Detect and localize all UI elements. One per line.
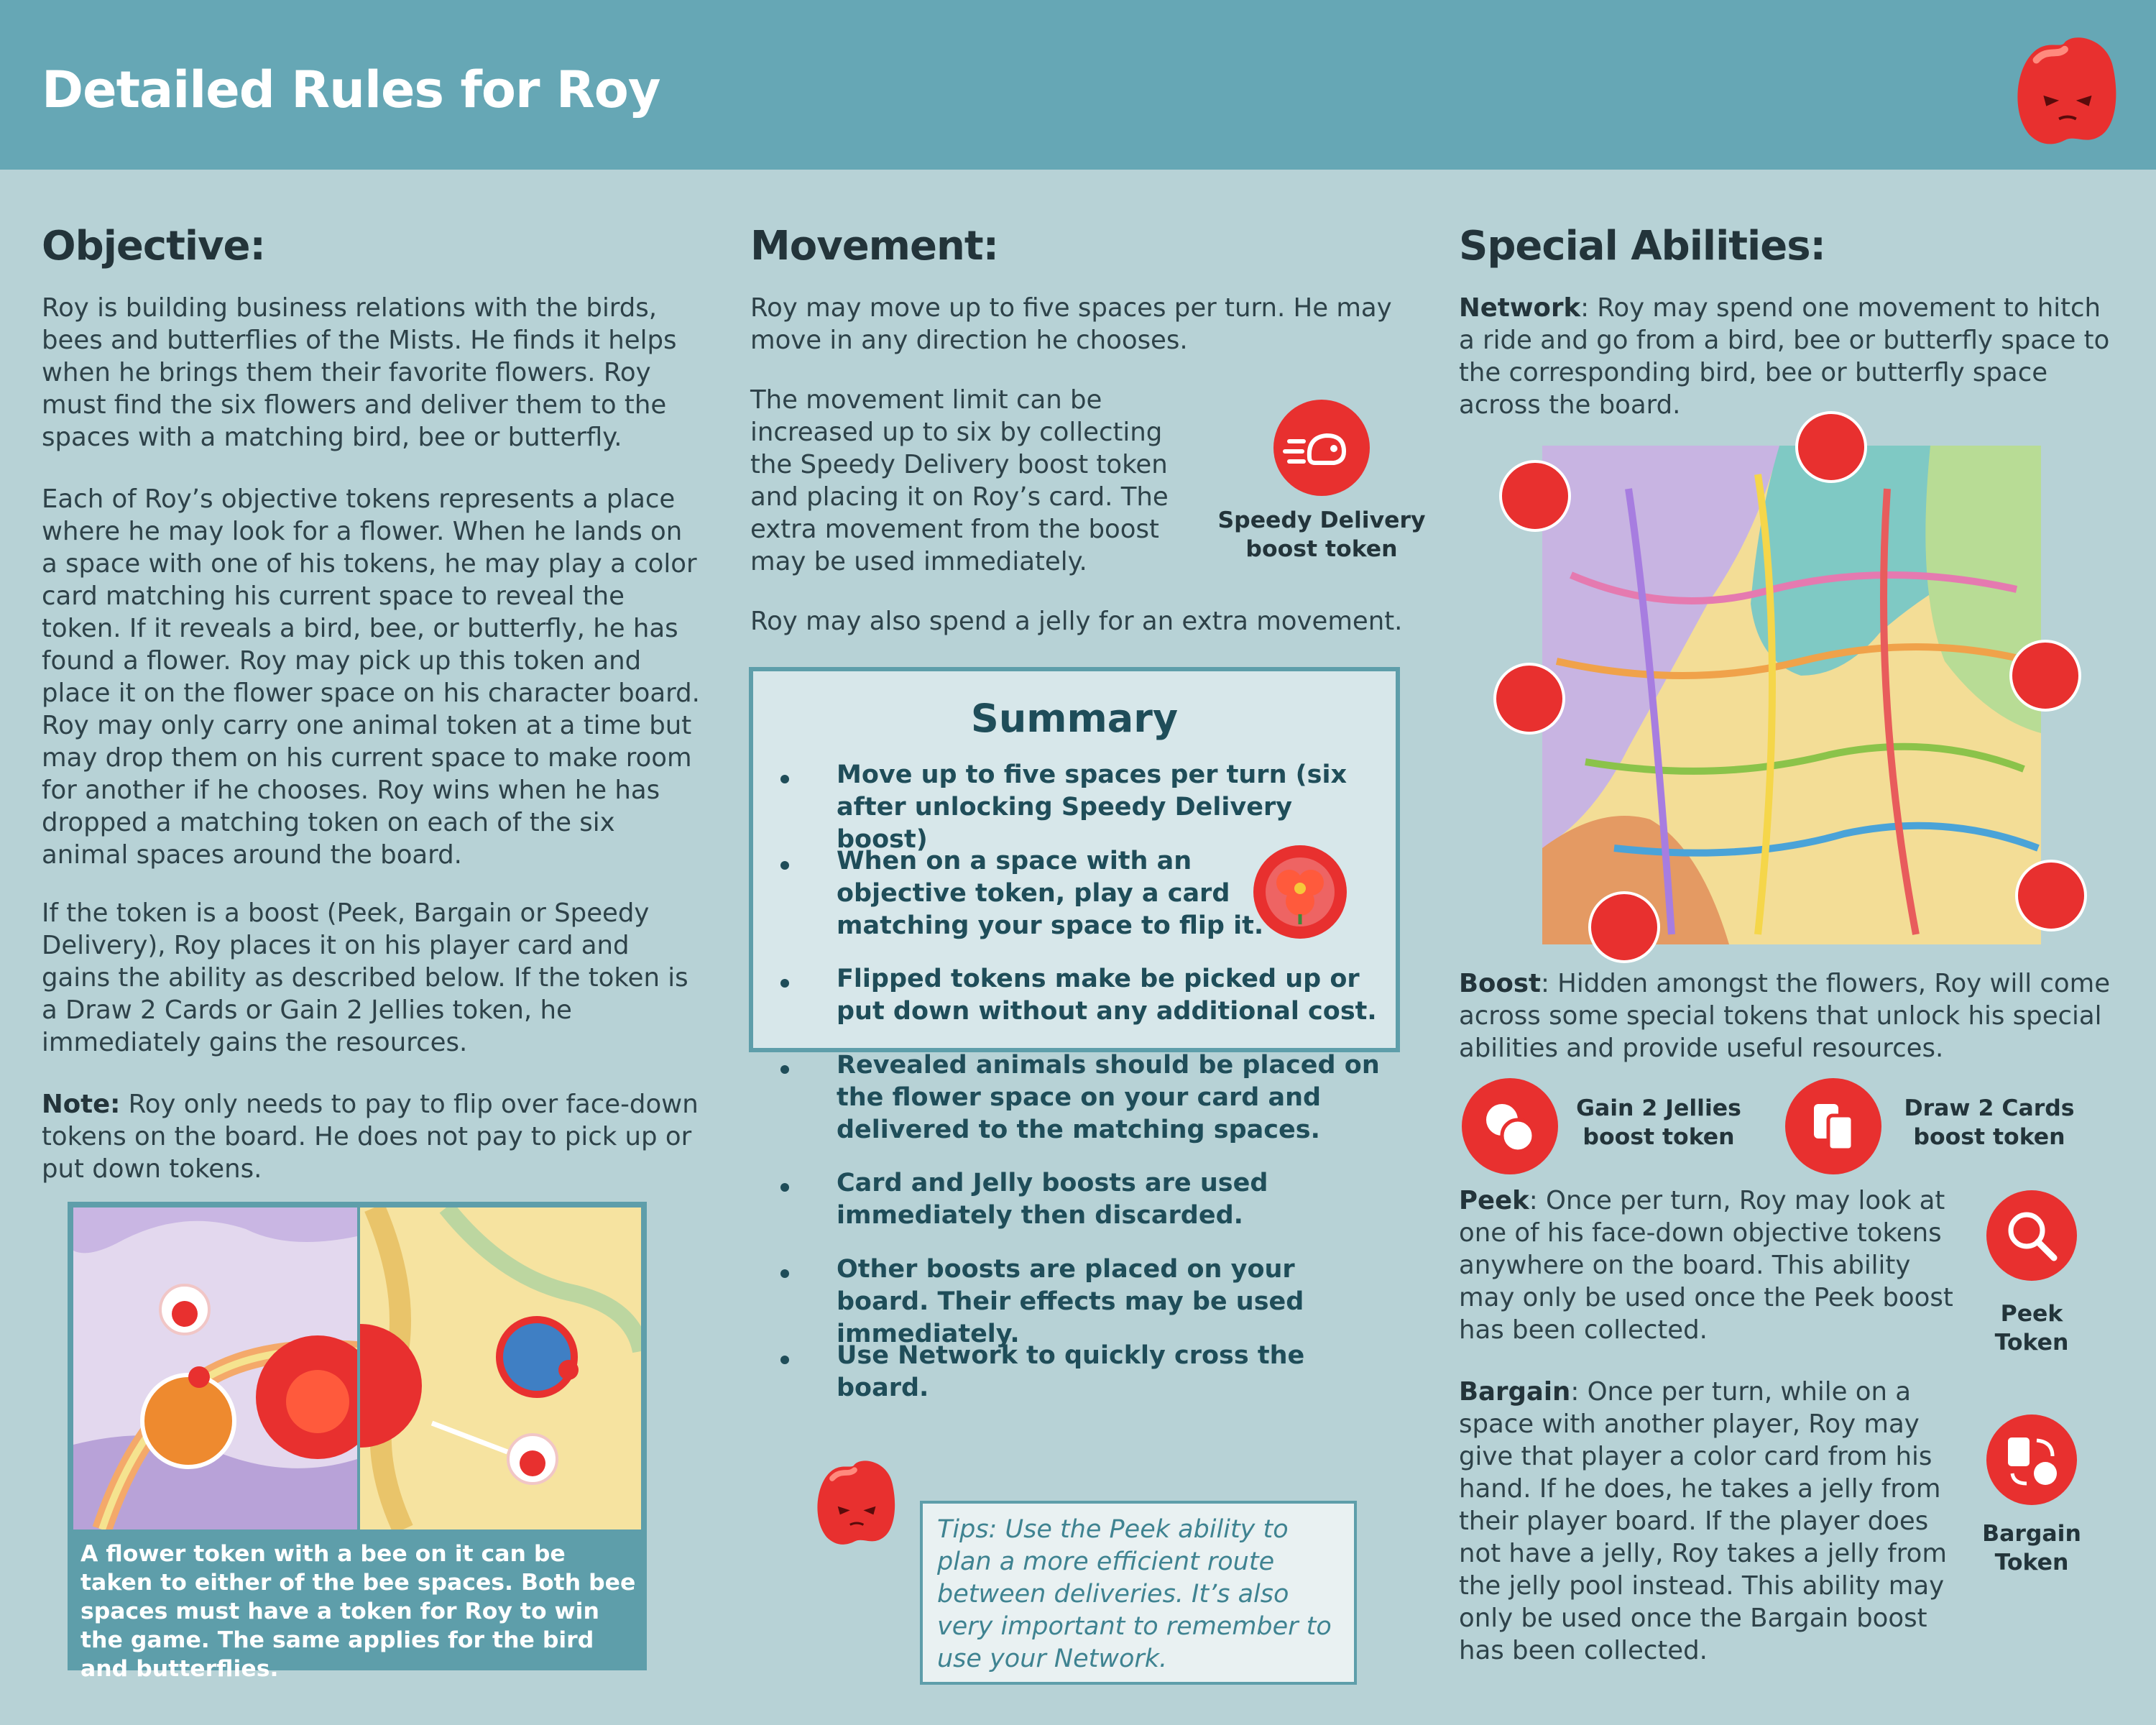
summary-item: Card and Jelly boosts are used immediately then discarded. <box>837 1169 1268 1230</box>
boost-text: : Hidden amongst the flowers, Roy will come across some special tokens that unlock his special abilities and provide useful resources. <box>1459 969 2111 1063</box>
bullet-icon <box>780 979 789 988</box>
summary-item: Revealed animals should be placed on the flower space on your card and delivered to the matching spaces. <box>837 1051 1380 1144</box>
note-label: Note: <box>42 1090 121 1119</box>
peek-token-icon <box>1986 1190 2077 1281</box>
draw-2-cards-label <box>1883 1094 2096 1151</box>
summary-title: Summary <box>970 696 1179 741</box>
draw-2-cards-label-line-2: boost token <box>1913 1124 2065 1150</box>
bee-network-token <box>1499 460 1571 532</box>
peek-label: Peek <box>1459 1186 1529 1215</box>
objective-heading: Objective: <box>42 223 265 270</box>
boost-label: Boost <box>1459 969 1541 998</box>
network-text: : Roy may spend one movement to hitch a ride and go from a bird, bee or butterfly space to the corresponding bird, bee or butterfly space across the board. <box>1459 293 2110 420</box>
page-title: Detailed Rules for Roy <box>42 60 660 119</box>
bargain-token-label <box>1949 1519 2114 1577</box>
special-abilities-heading: Special Abilities: <box>1459 223 1825 270</box>
peek-paragraph <box>1459 1184 1955 1346</box>
bargain-paragraph <box>1459 1376 1955 1667</box>
objective-paragraph-2: Each of Roy’s objective tokens represents a place where he may look for a flower. When he lands on a space with one of his tokens, he may play a color card matching his current space to reveal the token. If it reveals a bird, bee, or butterfly, he has found a flower. Roy may pick up this token and place it on the flower space on his character board. Roy may only carry one animal token at a time but may drop them on his current space to make room for another if he chooses. Roy wins when he has dropped a matching token on each of the six animal spaces around the board. <box>42 484 700 870</box>
summary-item: When on a space with an objective token, play a card matching your space to flip it. <box>837 847 1264 940</box>
network-label: Network <box>1459 293 1581 323</box>
bullet-icon <box>780 1356 789 1364</box>
summary-item: Use Network to quickly cross the board. <box>837 1341 1305 1402</box>
bee-network-token <box>2015 860 2087 932</box>
gain-2-jellies-icon <box>1462 1078 1558 1174</box>
peek-text: : Once per turn, Roy may look at one of his face-down objective tokens anywhere on the board. This ability may only be used once the Peek boost has been collected. <box>1459 1186 1953 1345</box>
example-board-left <box>73 1208 357 1530</box>
example-board-right <box>360 1208 641 1530</box>
bargain-token-icon <box>1986 1414 2077 1505</box>
movement-heading: Movement: <box>750 223 999 270</box>
bargain-token-label-line-2: Token <box>1994 1550 2069 1576</box>
movement-paragraph-3: Roy may also spend a jelly for an extra movement. <box>750 607 1403 636</box>
network-paragraph <box>1459 292 2120 421</box>
header-bar <box>0 0 2156 170</box>
peek-token-label-line-1: Peek <box>2000 1301 2063 1327</box>
speedy-delivery-label <box>1210 506 1433 564</box>
summary-item: Move up to five spaces per turn (six after unlocking Speedy Delivery boost) <box>837 760 1348 854</box>
objective-paragraph-1: Roy is building business relations with the birds, bees and butterflies of the Mists. He finds it helps when he brings them their favorite flowers. Roy must find the six flowers and deliver them to the spaces with a matching bird, bee or butterfly. <box>42 293 677 452</box>
bullet-icon <box>780 1183 789 1192</box>
gain-2-jellies-label-line-2: boost token <box>1583 1124 1735 1150</box>
summary-item: Other boosts are placed on your board. Their effects may be used immediately. <box>837 1255 1304 1348</box>
peek-token-label-line-2: Token <box>1994 1330 2069 1356</box>
speedy-delivery-label-line-1: Speedy Delivery <box>1217 507 1426 533</box>
note-paragraph <box>42 1088 703 1185</box>
boost-paragraph <box>1459 967 2120 1064</box>
bird-network-token <box>2009 640 2081 712</box>
bargain-text: : Once per turn, while on a space with another player, Roy may give that player a color card from his hand. If he does, he takes a jelly from their player board. If the player does not have a jelly, Roy takes a jelly from the jelly pool instead. This ability may only be used once the Bargain boost has been collected. <box>1459 1377 1947 1665</box>
bird-network-token <box>1588 891 1660 963</box>
roy-jelly-icon <box>2008 27 2122 150</box>
flower-token-icon <box>1253 845 1347 939</box>
example-illustration-panel <box>68 1202 647 1682</box>
gain-2-jellies-label-line-1: Gain 2 Jellies <box>1576 1095 1741 1121</box>
bird-network-token <box>1795 411 1867 483</box>
tips-box <box>920 1501 1357 1685</box>
draw-2-cards-icon <box>1785 1078 1881 1174</box>
gain-2-jellies-label <box>1558 1094 1759 1151</box>
movement-paragraph-2: The movement limit can be increased up to six by collecting the Speedy Delivery boost token and placing it on Roy’s card. The extra movement from the boost may be used immediately. <box>750 385 1169 576</box>
roy-jelly-icon <box>808 1453 901 1548</box>
draw-2-cards-label-line-1: Draw 2 Cards <box>1904 1095 2075 1121</box>
note-text: Roy only needs to pay to flip over face-down tokens on the board. He does not pay to pick up or put down tokens. <box>42 1090 699 1184</box>
example-caption: A flower token with a bee on it can be taken to either of the bee spaces. Both bee spaces must have a token for Roy to win the game. The same applies for the bird and butterflies. <box>80 1541 636 1682</box>
peek-token-label <box>1949 1300 2114 1357</box>
speedy-delivery-label-line-2: boost token <box>1245 536 1398 562</box>
bullet-icon <box>780 1065 789 1074</box>
bullet-icon <box>780 861 789 870</box>
bird-network-token <box>1493 663 1565 735</box>
speedy-delivery-icon <box>1273 400 1370 496</box>
movement-paragraph-1: Roy may move up to five spaces per turn. He may move in any direction he chooses. <box>750 293 1392 355</box>
objective-paragraph-3: If the token is a boost (Peek, Bargain or Speedy Delivery), Roy places it on his player card and gains the ability as described below. If the token is a Draw 2 Cards or Gain 2 Jellies token, he immediately gains the resources. <box>42 898 688 1057</box>
bullet-icon <box>780 1269 789 1278</box>
summary-item: Flipped tokens make be picked up or put down without any additional cost. <box>837 965 1377 1026</box>
bargain-token-label-line-1: Bargain <box>1982 1521 2081 1547</box>
bullet-icon <box>780 775 789 783</box>
network-board-map <box>1542 446 2041 944</box>
bargain-label: Bargain <box>1459 1377 1571 1407</box>
tips-text: Tips: Use the Peek ability to plan a more efficient route between deliveries. It’s also very important to remember to use your Network. <box>937 1515 1332 1673</box>
